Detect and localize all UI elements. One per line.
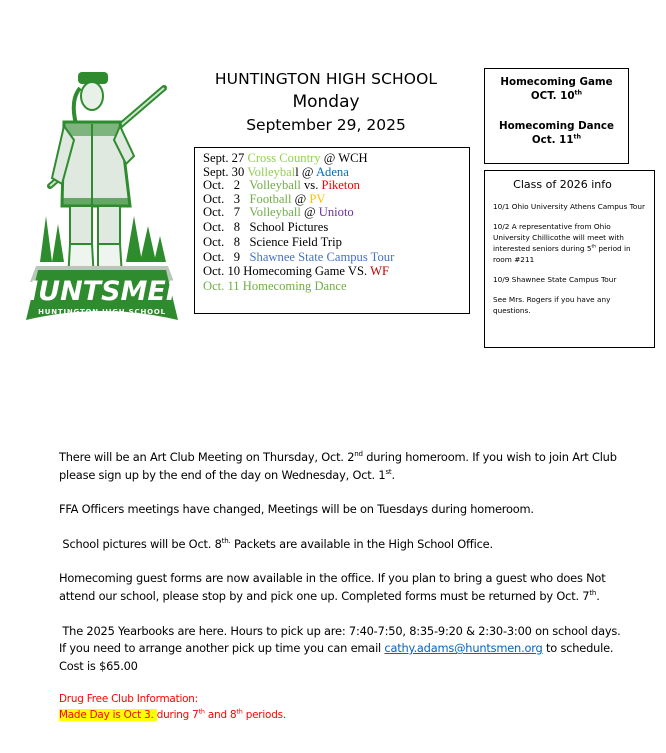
schedule-text: Volleyball — [249, 178, 301, 193]
class-info-item: 10/2 A representative from Ohio University Chillicothe will meet with interested seniors during 5th period in room #211 — [493, 222, 631, 264]
schedule-text: Sept. 27 — [203, 151, 248, 165]
homecoming-dance-label: Homecoming Dance — [498, 120, 615, 132]
homecoming-box — [484, 68, 629, 164]
schedule-text: Piketon — [321, 178, 360, 193]
schedule-text: WF — [370, 264, 389, 279]
schedule-row — [203, 206, 469, 220]
schedule-text: @ — [291, 191, 310, 206]
day-of-week: Monday — [292, 92, 360, 112]
schedule-text: PV — [309, 191, 326, 206]
schedule-row — [203, 250, 469, 265]
schedule-text: Oct. 2 — [203, 178, 250, 193]
schedule-text: Volleyball — [249, 205, 301, 220]
schedule-row — [203, 152, 469, 166]
class-info-item: 10/1 Ohio University Athens Campus Tour — [493, 202, 645, 211]
drug-free-info: Made Day is Oct 3. during 7th and 8th periods. — [59, 707, 286, 721]
schedule-row — [203, 279, 469, 294]
homecoming-game-label: Homecoming Game — [500, 76, 613, 88]
homecoming-game-date: OCT. 10th — [530, 88, 583, 102]
schedule-text: Unioto — [318, 205, 354, 220]
schedule-text: Oct. 10 Homecoming Game VS. — [203, 264, 371, 279]
huntsmen-mascot-icon — [22, 66, 182, 320]
schedule-row — [203, 193, 469, 207]
schedule-text: vs. — [300, 178, 322, 193]
highlighted-text: Made Day is Oct 3. — [59, 708, 157, 721]
date: September 29, 2025 — [246, 116, 406, 134]
email-link[interactable]: cathy.adams@huntsmen.org — [384, 641, 543, 656]
schedule-row — [203, 220, 469, 235]
homecoming-dance-date: Oct. 11th — [531, 132, 582, 146]
schedule-text: Oct. 9 — [203, 249, 250, 264]
schedule-text: Football — [249, 191, 292, 206]
schedule-text: @ WCH — [320, 151, 368, 165]
logo-name: HUNTSMEN — [22, 276, 182, 307]
announcement-art-club: There will be an Art Club Meeting on Thursday, Oct. 2nd during homeroom. If you wish to join Art Club please sign up by the end of the day on Wednesday, Oct. 1st. — [59, 449, 617, 482]
schedule-text: Oct. 7 — [203, 205, 250, 220]
drug-free-title: Drug Free Club Information: — [59, 693, 198, 706]
schedule-text: Shawnee State Campus Tour — [249, 249, 395, 264]
logo-subtitle: HUNTINGTON HIGH SCHOOL — [38, 308, 166, 316]
class-info-item: See Mrs. Rogers if you have any questions. — [493, 295, 611, 315]
schedule-text: Oct. 11 Homecoming Dance — [203, 279, 347, 294]
announcement-homecoming-guests: Homecoming guest forms are now available in the office. If you plan to bring a guest who does Not attend our school, please stop by and pick one up. Completed forms must be returned by Oct. 7th. — [59, 571, 606, 603]
schedule-row — [203, 264, 469, 279]
announcement-school-pictures: School pictures will be Oct. $8^{th.}$ Packets are available in the High School Office. — [59, 535, 493, 551]
schedule-text: @ — [300, 205, 319, 220]
schedule-text: Volleybal — [247, 164, 296, 179]
schedule-row — [203, 235, 469, 250]
school-name: HUNTINGTON HIGH SCHOOL — [214, 70, 438, 88]
schedule-text: Oct. 8 School Pictures — [203, 219, 329, 234]
announcement-ffa: FFA Officers meetings have changed, Meetings will be on Tuesdays during homeroom. — [59, 502, 534, 517]
schedule-text: Oct. 3 — [203, 191, 250, 206]
page-header — [196, 68, 456, 136]
schedule-text: l @ — [295, 164, 316, 179]
events-schedule — [194, 147, 470, 314]
schedule-text: Adena — [315, 164, 349, 179]
class-info-title: Class of 2026 info — [513, 178, 612, 191]
announcement-yearbooks: The 2025 Yearbooks are here. Hours to pick up are: 7:40-7:50, 8:35-9:20 & 2:30-3:00 on school days. If you need to arrange another pick up time you can email cathy.adams@huntsmen.org to schedule. Cost is $65.00 — [59, 623, 628, 673]
huntsmen-logo — [22, 66, 182, 320]
announcements — [59, 449, 629, 723]
schedule-text: Sept. 30 — [203, 164, 248, 179]
class-info-box — [484, 170, 655, 348]
schedule-row — [203, 179, 469, 193]
class-info-item: 10/9 Shawnee State Campus Tour — [493, 275, 617, 284]
schedule-row — [203, 166, 469, 180]
schedule-text: Cross Country — [247, 151, 321, 165]
schedule-text: Oct. 8 Science Field Trip — [203, 234, 342, 249]
